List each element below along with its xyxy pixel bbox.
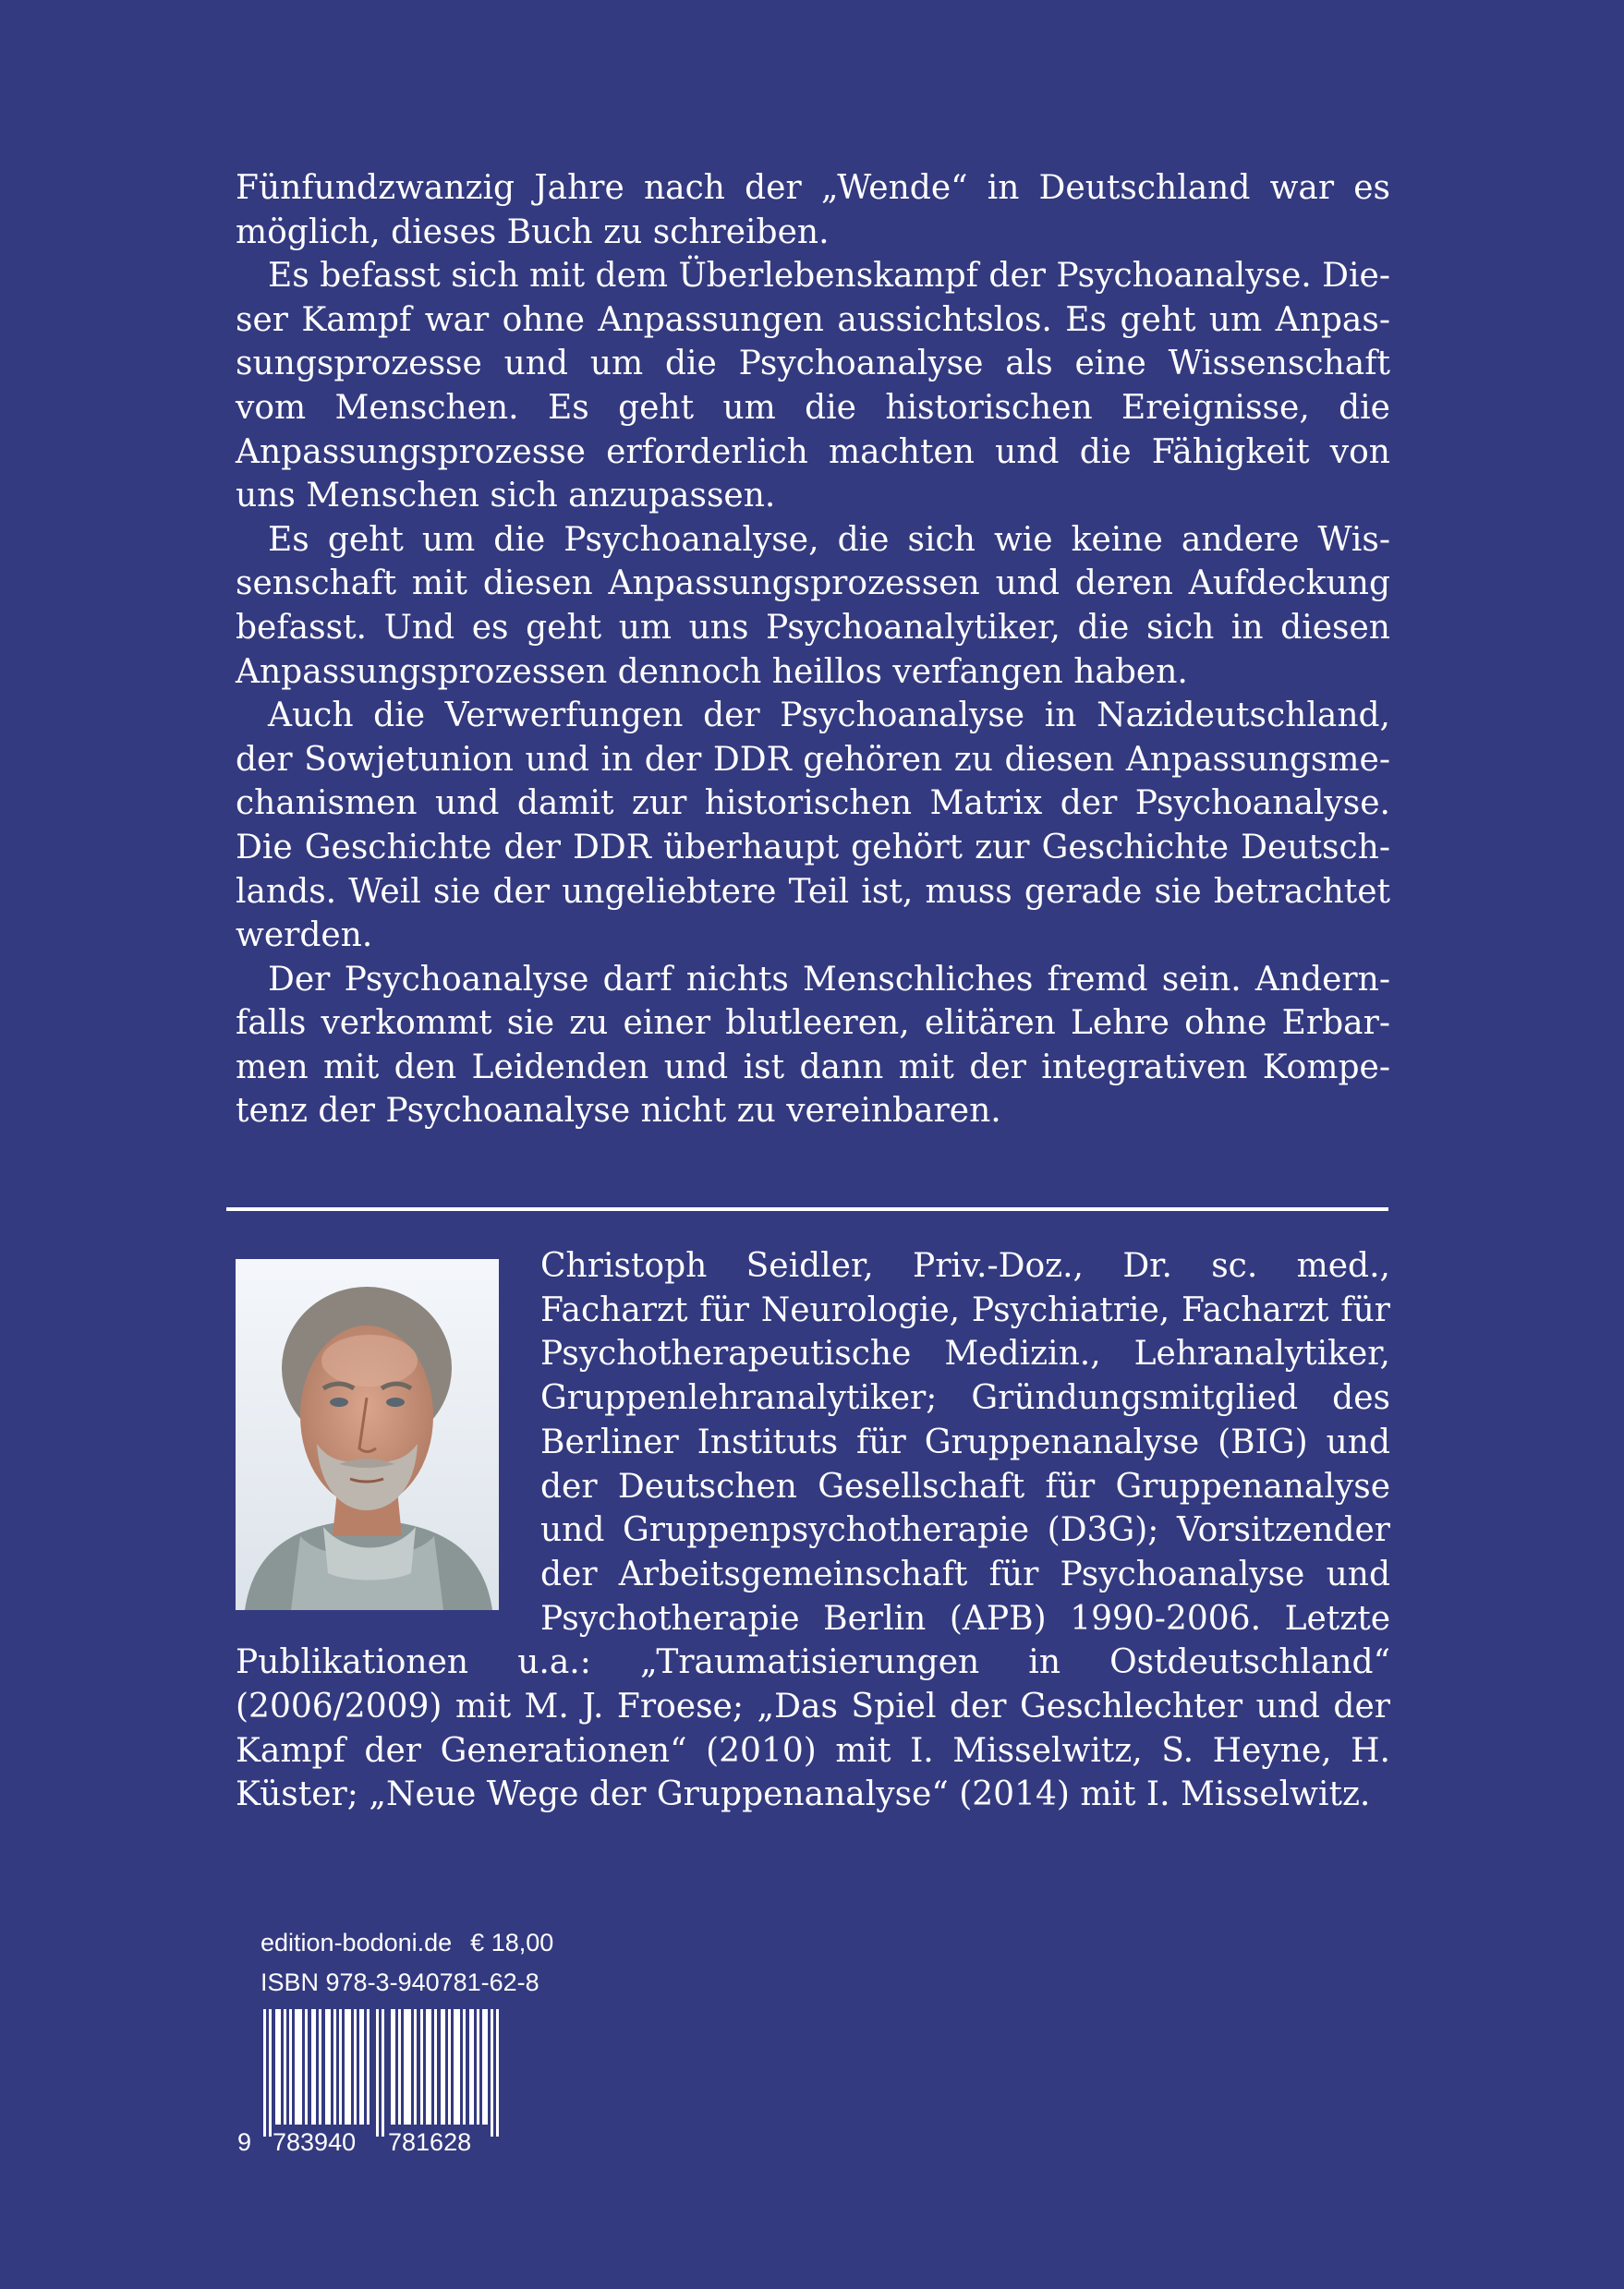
publisher-price-line: [261, 1929, 553, 1957]
back-cover-blurb: [236, 166, 1390, 1133]
author-section: [236, 1244, 1390, 1817]
section-divider: [226, 1207, 1388, 1211]
blurb-paragraph-2: Es befasst sich mit dem Überlebenskampf der Psychoanalyse. Dieser Kampf war ohne Anpassungen aussichtslos. Es geht um Anpassungsprozesse und um die Psychoanalyse als eine Wissenschaft vom Menschen. Es geht um die historischen Ereignisse, die Anpassungsprozesse erforderlich machten und die Fähigkeit von uns Menschen sich anzupassen.: [236, 257, 1390, 515]
book-price: € 18,00: [470, 1929, 554, 1956]
barcode-first-digit: 9: [237, 2128, 252, 2156]
isbn-number: ISBN 978-3-940781-62-8: [261, 1968, 539, 1996]
publisher-website: edition-bodoni.de: [261, 1929, 453, 1956]
barcode-right-digits: 781628: [388, 2128, 472, 2156]
author-bio: Christoph Seidler, Priv.-Doz., Dr. sc. med., Facharzt für Neurologie, Psychiatrie, Facharzt für Psychotherapeutische Medizin., Lehranalytiker, Gruppenlehranalytiker; Gründungsmitglied des Berliner Instituts für Gruppenanalyse (BIG) und der Deutschen Gesellschaft für Gruppenanalyse und Gruppenpsychotherapie (D3G); Vorsitzender der Arbeitsgemeinschaft für Psychoanalyse und Psychotherapie Berlin (APB) 1990-2006. Letzte Publikationen u.a.: „Traumatisierungen in Ostdeutschland“ (2006/2009) mit M. J. Froese; „Das Spiel der Geschlechter und der Kampf der Generationen“ (2010) mit I. Misselwitz, S. Heyne, H. Küster; „Neue Wege der Gruppenanalyse“ (2014) mit I. Misselwitz.: [236, 1247, 1390, 1814]
blurb-paragraph-4: Auch die Verwerfungen der Psychoanalyse in Nazideutschland, der Sowjetunion und in der DDR gehören zu diesen Anpassungsmechanismen und damit zur historischen Matrix der Psychoanalyse. Die Geschichte der DDR überhaupt gehört zur Geschichte Deutschlands. Weil sie der ungeliebtere Teil ist, muss gerade sie betrachtet werden.: [236, 696, 1390, 955]
blurb-paragraph-1: Fünfundzwanzig Jahre nach der „Wende“ in Deutschland war es möglich, dieses Buch zu schreiben.: [236, 169, 1390, 251]
blurb-paragraph-5: Der Psychoanalyse darf nichts Menschliches fremd sein. Andernfalls verkommt sie zu einer blutleeren, elitären Lehre ohne Erbarmen mit den Leidenden und ist dann mit der integrativen Kompetenz der Psychoanalyse nicht zu vereinbaren.: [236, 960, 1390, 1131]
author-portrait-photo: [236, 1259, 499, 1610]
blurb-paragraph-3: Es geht um die Psychoanalyse, die sich wie keine andere Wissenschaft mit diesen Anpassungsprozessen und deren Aufdeckung befasst. Und es geht um uns Psychoanalytiker, die sich in diesen Anpassungsprozessen dennoch heillos verfangen haben.: [236, 520, 1390, 691]
ean13-barcode-icon: [236, 2009, 540, 2157]
barcode-left-digits: 783940: [273, 2128, 357, 2156]
